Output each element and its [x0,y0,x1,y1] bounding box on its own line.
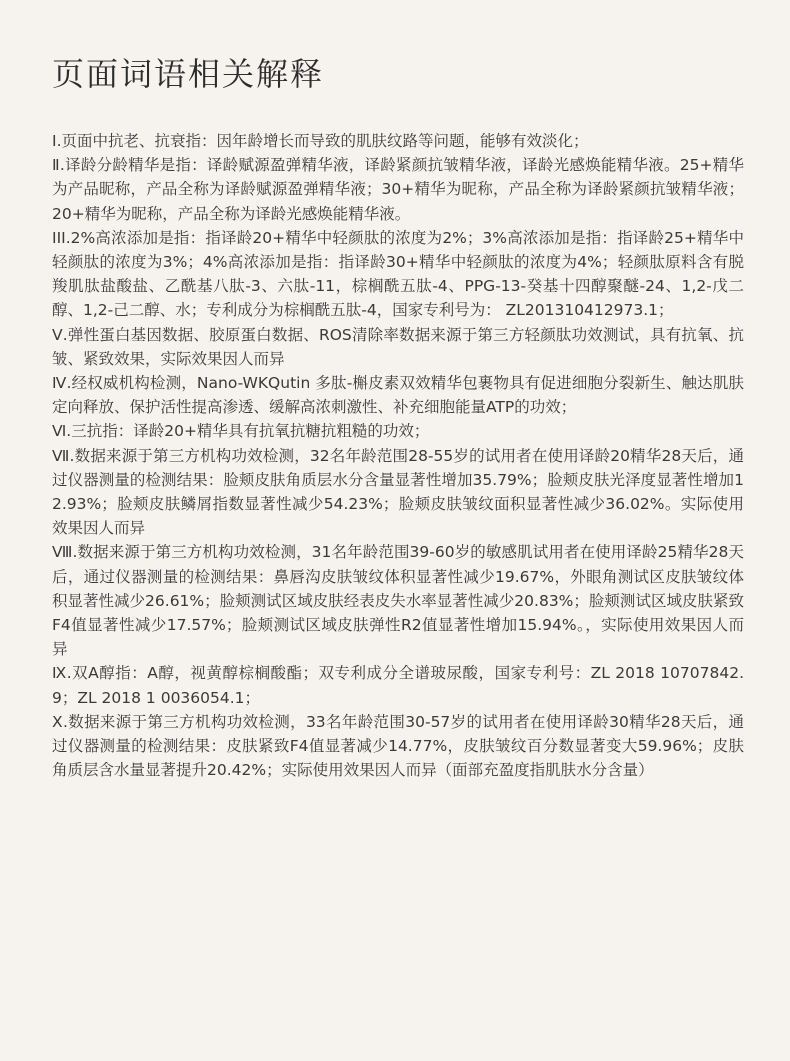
note-item: I.页面中抗老、抗衰指：因年龄增长而导致的肌肤纹路等问题，能够有效淡化； [52,132,589,150]
note-item: Ⅱ.译龄分龄精华是指：译龄赋源盈弹精华液，译龄紧颜抗皱精华液，译龄光感焕能精华液。25+精华为产品昵称，产品全称为译龄赋源盈弹精华液；30+精华为昵称，产品全称为译龄紧颜抗皱精华液；20+精华为昵称，产品全称为译龄光感焕能精华液。 [52,156,744,223]
note-item: Ⅳ.经权威机构检测，Nano-WKQutin 多肽-槲皮素双效精华包裹物具有促进细胞分裂新生、触达肌肤定向释放、保护活性提高渗透、缓解高浓刺激性、补充细胞能量ATP的功效； [52,374,744,417]
note-item: Ⅸ.双A醇指：A醇，视黄醇棕榈酸酯；双专利成分全谱玻尿酸，国家专利号：ZL 2018 10707842.9；ZL 2018 1 0036054.1； [52,664,744,707]
note-item: III.2%高浓添加是指：指译龄20+精华中轻颜肽的浓度为2%；3%高浓添加是指：指译龄25+精华中轻颜肽的浓度为3%；4%高浓添加是指：指译龄30+精华中轻颜肽的浓度为4%；轻颜肽原料含有脱羧肌肽盐酸盐、乙酰基八肽-3、六肽-11，棕榈酰五肽-4、PPG-13-癸基十四醇聚醚-24、1,2-戊二醇、1,2-己二醇、水；专利成分为棕榈酰五肽-4，国家专利号为： ZL201310412973.1； [52,228,744,320]
note-item: Ⅹ.数据来源于第三方机构功效检测，33名年龄范围30-57岁的试用者在使用译龄30精华28天后，通过仪器测量的检测结果：皮肤紧致F4值显著减少14.77%，皮肤皱纹百分数显著变大59.96%；皮肤角质层含水量显著提升20.42%；实际使用效果因人而异（面部充盈度指肌肤水分含量） [52,712,744,780]
note-item: Ⅵ.三抗指：译龄20+精华具有抗氧抗糖抗粗糙的功效； [52,422,430,441]
note-item: Ⅶ.数据来源于第三方机构功效检测，32名年龄范围28-55岁的试用者在使用译龄20精华28天后，通过仪器测量的检测结果：脸颊皮肤角质层水分含量显著性增加35.79%；脸颊皮肤光泽度显著性增加12.93%；脸颊皮肤鳞屑指数显著性减少54.23%；脸颊皮肤皱纹面积显著性减少36.02%。实际使用效果因人而异 [52,446,744,538]
note-item: Ⅷ.数据来源于第三方机构功效检测，31名年龄范围39-60岁的敏感肌试用者在使用译龄25精华28天后，通过仪器测量的检测结果：鼻唇沟皮肤皱纹体积显著性减少19.67%，外眼角测试区皮肤皱纹体积显著性减少26.61%；脸颊测试区域皮肤经表皮失水率显著性减少20.83%；脸颊测试区域皮肤紧致F4值显著性减少17.57%；脸颊测试区域皮肤弹性R2值显著性增加15.94%。，实际使用效果因人而异 [52,543,744,659]
page-title: 页面词语相关解释 [52,55,325,93]
notes-list [52,129,744,782]
note-item: Ⅴ.弹性蛋白基因数据、胶原蛋白数据、ROS清除率数据来源于第三方轻颜肽功效测试，具有抗氧、抗皱、紧致效果，实际效果因人而异 [52,325,744,368]
